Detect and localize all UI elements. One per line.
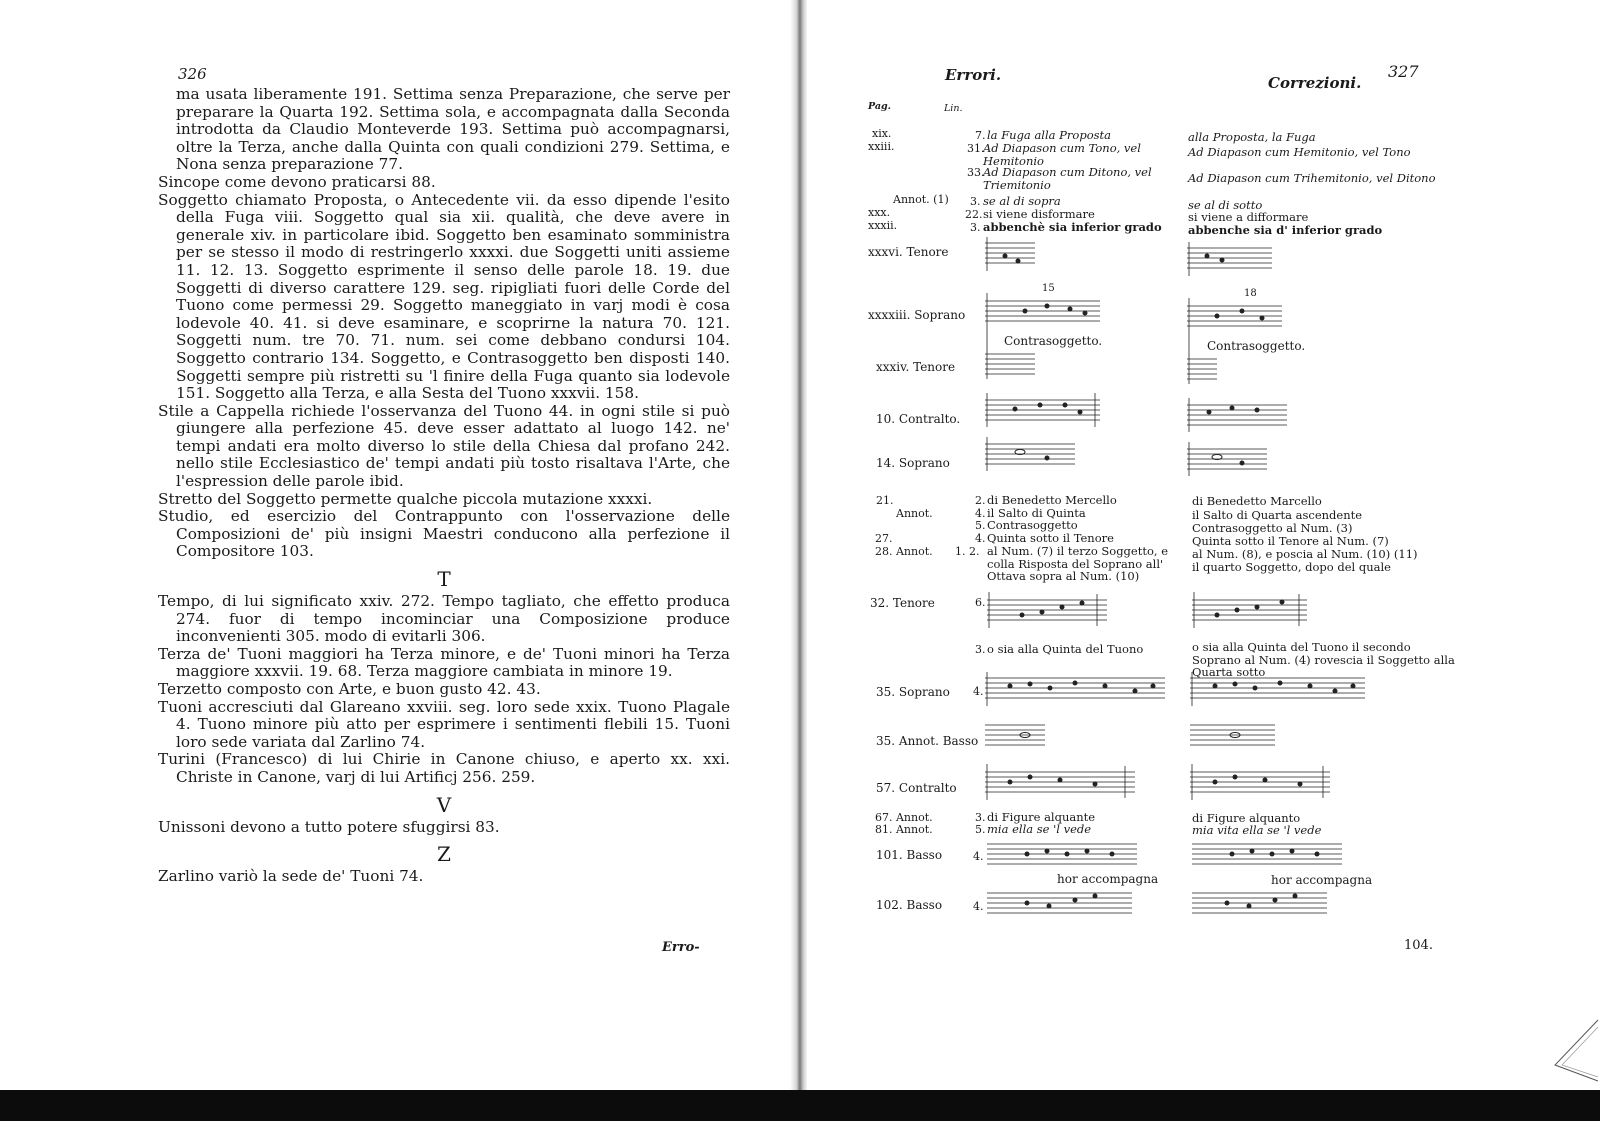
errata-line: 3. (975, 811, 986, 824)
errata-ref: 81. Annot. (875, 823, 933, 836)
errata-correction: mia vita ella se 'l vede (1192, 823, 1322, 837)
errata-error: la Fuga alla Proposta (987, 128, 1111, 142)
music-label: 32. Tenore (870, 596, 935, 610)
book-gutter (790, 0, 808, 1090)
errata-error: Ad Diapason cum Tono, vel Hemitonio (983, 141, 1141, 168)
music-label: 35. Annot. Basso (876, 734, 979, 748)
errata-correction: si viene a difformare (1188, 210, 1309, 224)
errata-correction: Contrasoggetto al Num. (3) (1192, 521, 1353, 535)
errata-correction: se al di sotto (1188, 198, 1263, 212)
music-label: xxxxiii. Soprano (868, 308, 966, 322)
errata-line: 5. (975, 519, 986, 532)
music-staves-101-102 (987, 838, 1457, 928)
music-label: 101. Basso (876, 848, 943, 862)
errata-correction: Ad Diapason cum Trihemitonio, vel Ditono (1188, 171, 1436, 185)
index-entry: Studio, ed esercizio del Contrappunto con l'osservazione delle Composizioni de' più insigni Maestri conducono alla perfezione il Compositore 103. (158, 507, 730, 561)
errata-error: o sia alla Quinta del Tuono (987, 642, 1144, 656)
errata-line: 3. (970, 221, 981, 234)
catchword-right: 104. (1404, 938, 1433, 953)
section-letter-z: Z (437, 842, 451, 867)
errata-line: 5. (975, 823, 986, 836)
section-letter-t: T (437, 567, 451, 592)
music-staves-errors (985, 237, 1120, 477)
errata-correction: o sia alla Quinta del Tuono il secondo Soprano al Num. (4) rovescia il Soggetto alla Quarta sotto (1192, 640, 1455, 679)
music-staves-35-57 (985, 672, 1455, 807)
music-label: 102. Basso (876, 898, 943, 912)
errata-correction: Quinta sotto il Tenore al Num. (7) (1192, 534, 1389, 548)
errata-line: 22. (965, 208, 983, 221)
errata-correction: il Salto di Quarta ascendente (1192, 508, 1363, 522)
contrasoggetto-label: Contrasoggetto. (1004, 334, 1103, 348)
errata-line: 1. 2. (955, 545, 980, 558)
errata-ref: Annot. (1) (893, 193, 949, 206)
left-page (0, 0, 795, 1090)
index-entry: Tuoni accresciuti dal Glareano xxviii. seg. loro sede xxix. Tuono Plagale 4. Tuono minore più atto per esprimere i sentimenti flebili 15. Tuoni loro sede variata dal Zarlino 74. (158, 697, 730, 751)
music-label: 35. Soprano (876, 685, 950, 699)
index-entry: Turini (Francesco) di lui Chirie in Canone chiuso, e aperto xx. xxi. Christe in Canone, varj di lui Artificj 256. 259. (158, 750, 730, 786)
errata-correction: abbenche sia d' inferior grado (1188, 223, 1383, 237)
contrasoggetto-label: Contrasoggetto. (1207, 339, 1306, 353)
measure-number: 15 (1042, 283, 1055, 294)
column-pag: Pag. (868, 101, 891, 112)
lyric-text: hor accompagna (1271, 873, 1373, 887)
errata-error: si viene disformare (983, 207, 1095, 221)
page-number-left: 326 (178, 65, 207, 83)
lyric-text: hor accompagna (1057, 872, 1159, 886)
errata-ref: 28. Annot. (875, 545, 933, 558)
errata-error: al Num. (7) il terzo Soggetto, e colla Risposta del Soprano all' Ottava sopra al Num. (10) (987, 544, 1169, 583)
errata-ref: 67. Annot. (875, 811, 933, 824)
index-entry: Sincope come devono praticarsi 88. (158, 172, 436, 191)
errata-ref: xxx. (868, 206, 891, 219)
errata-line: 33. (967, 166, 985, 179)
errata-error: di Figure alquante (987, 810, 1096, 824)
errata-error: il Salto di Quinta (987, 506, 1086, 520)
music-label: 14. Soprano (876, 456, 950, 470)
errata-line: 4. (973, 850, 984, 863)
errata-line: 4. (973, 685, 984, 698)
errata-error: mia ella se 'l vede (987, 822, 1092, 836)
index-entry: Zarlino variò la sede de' Tuoni 74. (158, 867, 424, 886)
page-corner-curl (1540, 1015, 1600, 1085)
errata-line: 7. (975, 129, 986, 142)
errata-correction: di Benedetto Marcello (1192, 494, 1322, 508)
index-entry: Terza de' Tuoni maggiori ha Terza minore, e de' Tuoni minori ha Terza maggiore xxxvii. 19. 68. Terza maggiore cambiata in minore 19. (158, 644, 730, 681)
catchword-left: Erro- (662, 940, 700, 955)
errata-ref: xix. (872, 127, 892, 140)
errata-error: se al di sopra (983, 194, 1061, 208)
errata-error: di Benedetto Mercello (987, 493, 1117, 507)
music-staves-corrections (1187, 242, 1322, 482)
music-label: 57. Contralto (876, 781, 957, 795)
errata-error: Ad Diapason cum Ditono, vel Triemitonio (983, 165, 1152, 192)
errata-line: 4. (975, 532, 986, 545)
errata-correction: Ad Diapason cum Hemitonio, vel Tono (1188, 145, 1411, 159)
errata-line: 6. (975, 596, 986, 609)
column-lin: Lin. (944, 103, 963, 114)
index-entry: Stretto del Soggetto permette qualche piccola mutazione xxxxi. (158, 489, 653, 508)
music-label: xxxiv. Tenore (876, 360, 956, 374)
page-number-right: 327 (1388, 62, 1419, 81)
music-label: 10. Contralto. (876, 412, 961, 426)
errata-error: Quinta sotto il Tenore (987, 531, 1114, 545)
index-entry: Terzetto composto con Arte, e buon gusto 42. 43. (158, 680, 541, 698)
section-letter-v: V (436, 792, 452, 817)
header-errors: Errori. (945, 66, 1002, 84)
header-corrections: Correzioni. (1268, 74, 1362, 92)
errata-line: 3. (970, 195, 981, 208)
errata-line: 3. (975, 643, 986, 656)
errata-error: Contrasoggetto (987, 518, 1078, 532)
music-label: xxxvi. Tenore (868, 245, 949, 259)
measure-number: 18 (1244, 288, 1257, 299)
errata-line: 31. (967, 142, 985, 155)
errata-ref: 21. (876, 494, 894, 507)
scan-border (0, 1090, 1600, 1121)
index-entry: Unissoni devono a tutto potere sfuggirsi 83. (158, 817, 500, 836)
errata-ref: Annot. (896, 507, 933, 520)
errata-correction: al Num. (8), e poscia al Num. (10) (11) il quarto Soggetto, dopo del quale (1192, 547, 1418, 574)
index-entry: Soggetto chiamato Proposta, o Antecedente vii. da esso dipende l'esito della Fuga viii. Soggetto qual sia xii. qualità, che deve avere in generale xiv. in particolare ibid. Soggetto ben esaminato somministra per se stesso il modo di restringerlo xxxxi. due Soggetti uniti assieme 11. 12. 13. Soggetto esprimente il senso delle parole 18. 19. due Soggetti di diverso carattere 129. seg. ripigliati fuori delle Corde del Tuono come permessi 29. Soggetto maneggiato in varj modi è cosa lodevole 40. 41. si deve esaminare, e scoprirne la natura 70. 121. Soggetti num. tre 70. 71. num. sei come debbano condursi 104. Soggetto contrario 134. Soggetto, e Contrasoggetto ben disposti 140. Soggetti sempre più ristretti su 'l finire della Fuga quanto sia lodevole 151. Soggetto alla Terza, e alla Sesta del Tuono xxxvii. 158. (158, 190, 730, 403)
errata-ref: 27. (875, 532, 893, 545)
errata-correction: alla Proposta, la Fuga (1188, 130, 1316, 144)
index-entry: ma usata liberamente 191. Settima senza Preparazione, che serve per preparare la Quarta 192. Settima sola, e accompagnata dalla Seconda introdotta da Claudio Monteverde 193. Settima può accompagnarsi, oltre la Terza, anche dalla Quinta con quali condizioni 279. Settima, e Nona senza preparazione 77. (176, 85, 730, 174)
music-staff-32 (987, 590, 1427, 630)
errata-line: 4. (975, 507, 986, 520)
errata-line: 2. (975, 494, 986, 507)
index-text (158, 86, 730, 886)
errata-line: 4. (973, 900, 984, 913)
index-entry: Stile a Cappella richiede l'osservanza del Tuono 44. in ogni stile si può giungere alla perfezione 45. deve esser adattato al luogo 142. ne' tempi andati era molto diverso lo stile della Chiesa dal profano 242. nello stile Ecclesiastico de' tempi andati più tosto risaltava l'Arte, che l'espression delle parole ibid. (158, 401, 730, 491)
errata-error: abbenchè sia inferior grado (983, 220, 1162, 234)
errata-ref: xxiii. (868, 140, 895, 153)
index-entry: Tempo, di lui significato xxiv. 272. Tempo tagliato, che effetto produca 274. fuor di tempo incominciar una Composizione produce inconvenienti 305. modo di evitarli 306. (158, 592, 730, 646)
errata-correction: di Figure alquanto (1192, 811, 1301, 825)
errata-ref: xxxii. (868, 219, 898, 232)
